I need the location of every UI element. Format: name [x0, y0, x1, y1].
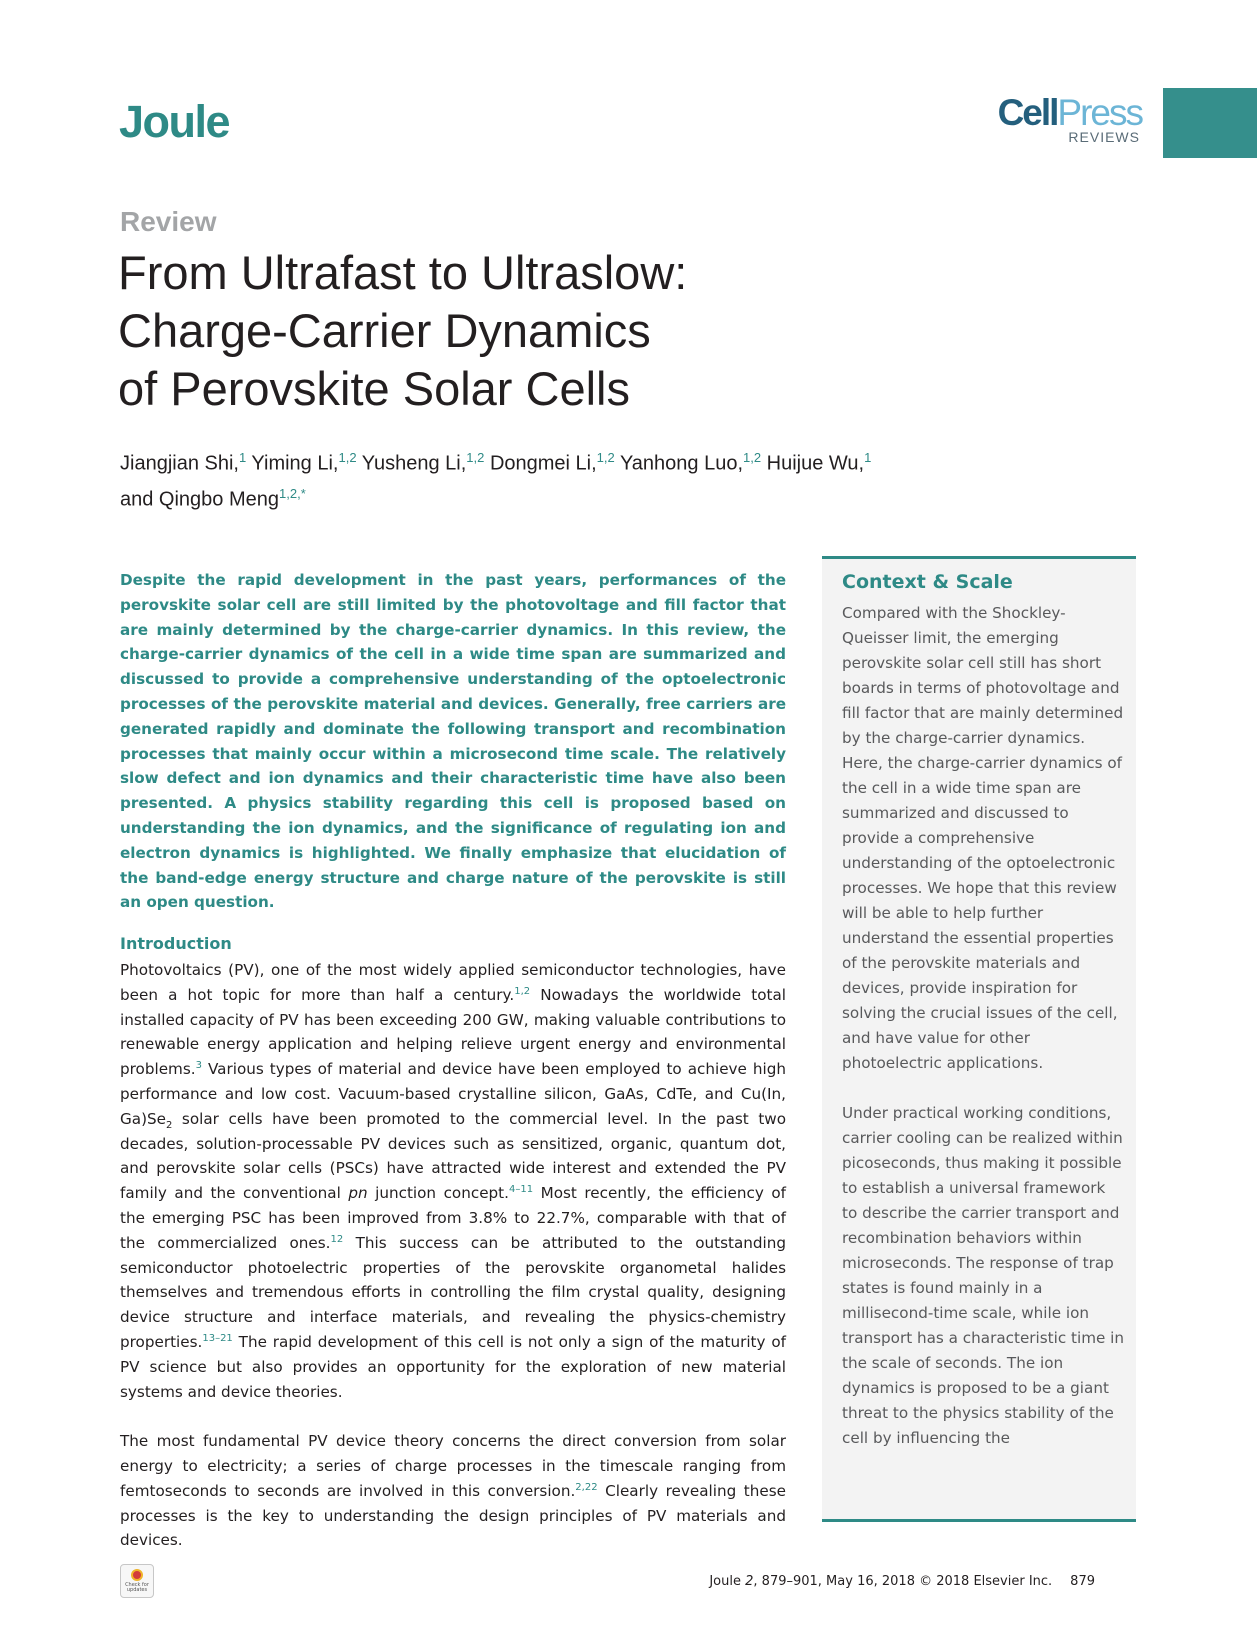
citation-ref[interactable]: 13–21	[202, 1332, 233, 1344]
publisher-logo-sub: REVIEWS	[1068, 129, 1140, 145]
text-run: Most recently, the efficiency of the emerging PSC has been improved from 3.8% to 22.7%, comparable with that of the commercialized ones.	[120, 1184, 786, 1252]
author-affiliation: 1,2	[596, 450, 615, 465]
check-for-updates-badge[interactable]	[120, 1564, 154, 1598]
author-affiliation: 1,2	[338, 450, 357, 465]
text-run: The rapid development of this cell is not only a sign of the maturity of PV science but also provides an opportunity for the exploration of new material systems and device theories.	[120, 1332, 786, 1401]
author-affiliation: 1,2	[743, 450, 762, 465]
author-name: Yanhong Luo,	[619, 452, 744, 475]
title-line-1: From Ultrafast to Ultraslow:	[118, 246, 688, 299]
text-run: Various types of material and device have been employed to achieve high performance and low cost. Vacuum-based crystalline silicon, GaAs, CdTe, and Cu(In, Ga)Se	[120, 1060, 786, 1128]
author-affiliation: 1,2,*	[279, 485, 306, 501]
author-affiliation: 1,2	[466, 450, 485, 465]
badge-label: Check for updates	[125, 1582, 149, 1593]
author-affiliation: 1	[238, 450, 247, 465]
check-updates-icon	[131, 1569, 143, 1581]
citation-ref[interactable]: 3	[195, 1060, 202, 1072]
text-run: The most fundamental PV device theory concerns the direct conversion from solar energy to electricity; a series of charge processes in the timescale ranging from femtoseconds to seconds are involved in this conversion.	[120, 1432, 786, 1500]
corner-color-tab	[1163, 88, 1257, 158]
publisher-logo	[960, 94, 1142, 145]
subscript: 2	[166, 1119, 173, 1131]
text-run: Nowadays the worldwide total installed capacity of PV has been exceeding 200 GW, making valuable contributions to renewable energy application and helping relieve urgent energy and environmental problems.	[120, 985, 786, 1079]
author-name: Yusheng Li,	[361, 452, 467, 475]
footer-citation	[700, 1574, 1095, 1589]
context-paragraph-1: Compared with the Shockley-Queisser limit, the emerging perovskite solar cell still has short boards in terms of photovoltage and fill factor that are mainly determined by the charge-carrier dynamics. Here, the charge-carrier dynamics of the cell in a wide time span are summarized and discussed to provide a comprehensive understanding of the optoelectronic processes. We hope that this review will be able to help further understand the essential properties of the perovskite materials and devices, provide inspiration for solving the crucial issues of the cell, and have value for other photoelectric applications.	[842, 604, 1124, 1072]
author-name: Yiming Li,	[251, 452, 339, 475]
author-name: Huijue Wu,	[766, 452, 865, 475]
publisher-logo-wordmark	[960, 94, 1142, 131]
citation-ref[interactable]: 12	[330, 1233, 344, 1245]
body-paragraph-2	[120, 1429, 786, 1553]
body-text	[120, 958, 786, 1578]
body-paragraph-1	[120, 958, 786, 1404]
abstract: Despite the rapid development in the past years, performances of the perovskite solar cell are still limited by the photovoltage and fill factor that are mainly determined by the charge-carrier dynamics. In this review, the charge-carrier dynamics of the cell in a wide time span are summarized and discussed to provide a comprehensive understanding of the optoelectronic processes of the perovskite material and devices. Generally, free carriers are generated rapidly and dominate the following transport and recombination processes that mainly occur within a microsecond time scale. The relatively slow defect and ion dynamics and their characteristic time have also been presented. A physics stability regarding this cell is proposed based on understanding the ion dynamics, and the significance of regulating ion and electron dynamics is highlighted. We finally emphasize that elucidation of the band-edge energy structure and charge nature of the perovskite is still an open question.	[120, 571, 786, 912]
citation-ref[interactable]: 2,22	[575, 1481, 598, 1493]
article-title	[118, 244, 1018, 418]
citation-details: , 879–901, May 16, 2018 © 2018 Elsevier Inc.	[753, 1574, 1053, 1589]
citation-ref[interactable]: 4–11	[508, 1184, 534, 1196]
author-name: Dongmei Li,	[489, 452, 597, 475]
text-run: junction concept.	[367, 1184, 509, 1203]
context-scale-body	[842, 601, 1124, 1476]
citation-ref[interactable]: 1,2	[514, 985, 531, 997]
author-name: Jiangjian Shi,	[120, 452, 239, 475]
text-run: Photovoltaics (PV), one of the most widely applied semiconductor technologies, have been a hot topic for more than half a century.	[120, 961, 786, 1004]
context-scale-heading: Context & Scale	[842, 571, 1013, 593]
citation-journal: Joule	[709, 1574, 746, 1589]
section-heading-introduction: Introduction	[120, 934, 232, 953]
context-scale-box	[822, 556, 1136, 1522]
context-paragraph-2: Under practical working conditions, carrier cooling can be realized within picoseconds, thus making it possible to establish a universal framework to describe the carrier transport and recombination behaviors within microseconds. The response of trap states is found mainly in a millisecond-time scale, while ion transport has a characteristic time in the scale of seconds. The ion dynamics is proposed to be a giant threat to the physics stability of the cell by influencing the	[842, 1104, 1125, 1447]
author-list	[120, 443, 1020, 514]
publisher-logo-cell: Cell	[997, 92, 1058, 133]
journal-title: Joule	[119, 96, 230, 147]
text-run: solar cells have been promoted to the commercial level. In the past two decades, solution-processable PV devices such as sensitized, organic, quantum dot, and perovskite solar cells (PSCs) have attracted wide interest and extended the PV family and the conventional	[120, 1109, 786, 1203]
text-run: Clearly revealing these processes is the key to understanding the design principles of PV materials and devices.	[120, 1481, 786, 1550]
author-name: and Qingbo Meng	[120, 488, 280, 511]
italic-term: pn	[348, 1184, 368, 1203]
citation-volume: 2	[745, 1574, 754, 1589]
title-line-2: Charge-Carrier Dynamics	[118, 304, 651, 357]
publisher-logo-press: Press	[1057, 92, 1142, 133]
title-line-3: of Perovskite Solar Cells	[118, 362, 630, 415]
text-run: This success can be attributed to the outstanding semiconductor photoelectric properties of the perovskite organometal halides themselves and tremendous efforts in controlling the film crystal quality, designing device structure and interface materials, and revealing the physics-chemistry properties.	[120, 1233, 787, 1351]
author-affiliation: 1	[864, 450, 872, 465]
page-number: 879	[1070, 1574, 1095, 1589]
article-type-label: Review	[120, 206, 217, 237]
